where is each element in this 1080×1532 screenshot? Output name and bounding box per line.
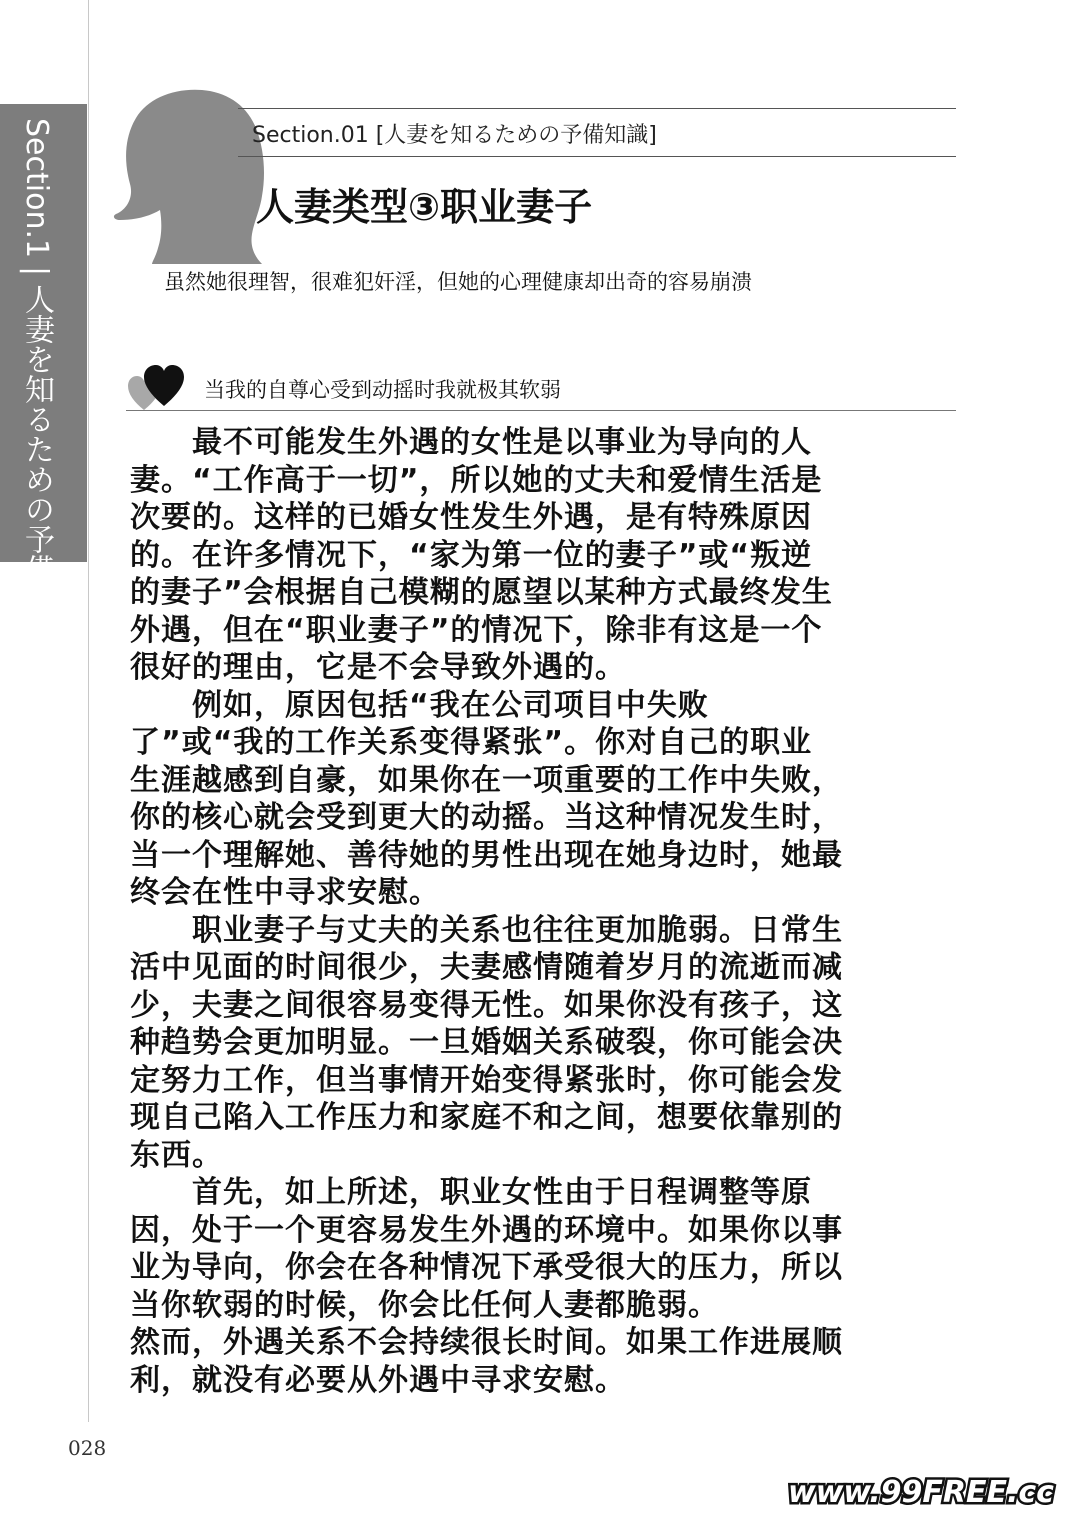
- body-line: 你的核心就会受到更大的动摇。当这种情况发生时，: [130, 800, 843, 835]
- watermark-logo: [788, 1466, 1072, 1514]
- body-line: 次要的。这样的已婚女性发生外遇，是有特殊原因: [130, 500, 812, 535]
- body-line: 妻。“工作高于一切”，所以她的丈夫和爱情生活是: [130, 462, 823, 498]
- body-line: 生涯越感到自豪，如果你在一项重要的工作中失败，: [130, 762, 843, 798]
- body-line: 当你软弱的时候，你会比任何人妻都脆弱。: [130, 1287, 719, 1323]
- body-line: 很好的理由，它是不会导致外遇的。: [130, 650, 626, 685]
- body-line: 了”或“我的工作关系变得紧张”。你对自己的职业: [130, 725, 813, 760]
- body-line: 少，夫妻之间很容易变得无性。如果你没有孩子，这: [130, 987, 843, 1023]
- body-line: 定努力工作，但当事情开始变得紧张时，你可能会发: [130, 1062, 843, 1098]
- header-rule-top: [238, 108, 956, 109]
- watermark-text: www.99FREE.cc: [788, 1475, 1054, 1510]
- page-subtitle: 虽然她很理智，很难犯奸淫，但她的心理健康却出奇的容易崩溃: [164, 270, 752, 294]
- body-line: 首先，如上所述，职业女性由于日程调整等原: [130, 1175, 812, 1210]
- page-title: 人妻类型③职业妻子: [256, 185, 593, 229]
- side-tab-title: 人妻を知るための予備知識: [19, 284, 54, 645]
- subheading-rule: [126, 410, 956, 411]
- body-line: 现自己陷入工作压力和家庭不和之间，想要依靠别的: [130, 1100, 843, 1135]
- body-line: 种趋势会更加明显。一旦婚姻关系破裂，你可能会决: [130, 1025, 843, 1060]
- body-line: 的妻子”会根据自己模糊的愿望以某种方式最终发生: [130, 575, 833, 610]
- side-tab-text: [18, 118, 54, 644]
- body-line: 职业妻子与丈夫的关系也往往更加脆弱。日常生: [130, 912, 843, 948]
- body-line: 终会在性中寻求安慰。: [130, 875, 440, 910]
- header-rule-bottom: [238, 156, 956, 157]
- hearts-icon: [126, 364, 186, 412]
- body-line: 外遇，但在“职业妻子”的情况下，除非有这是一个: [130, 612, 823, 648]
- body-line: 活中见面的时间很少，夫妻感情随着岁月的流逝而减: [130, 950, 843, 985]
- body-line: 例如，原因包括“我在公司项目中失败: [130, 687, 709, 723]
- body-line: 当一个理解她、善待她的男性出现在她身边时，她最: [130, 837, 843, 873]
- body-line: 然而，外遇关系不会持续很长时间。如果工作进展顺: [130, 1325, 843, 1360]
- woman-silhouette-icon: [112, 86, 267, 264]
- body-line: 的。在许多情况下，“家为第一位的妻子”或“叛逆: [130, 537, 813, 573]
- body-line: 最不可能发生外遇的女性是以事业为导向的人: [130, 425, 812, 460]
- side-tab-divider: |: [19, 266, 54, 277]
- page-number: 028: [68, 1436, 107, 1460]
- side-tab-section: Section.1: [19, 118, 54, 259]
- left-margin-rule: [88, 0, 89, 1422]
- body-line: 业为导向，你会在各种情况下承受很大的压力，所以: [130, 1250, 843, 1285]
- subheading: 当我的自尊心受到动摇时我就极其软弱: [204, 378, 561, 402]
- body-text: [130, 424, 972, 1399]
- body-line: 因，处于一个更容易发生外遇的环境中。如果你以事: [130, 1212, 843, 1248]
- body-line: 利，就没有必要从外遇中寻求安慰。: [130, 1362, 626, 1398]
- section-label: Section.01 [人妻を知るための予備知識]: [252, 123, 657, 148]
- body-line: 东西。: [130, 1137, 223, 1173]
